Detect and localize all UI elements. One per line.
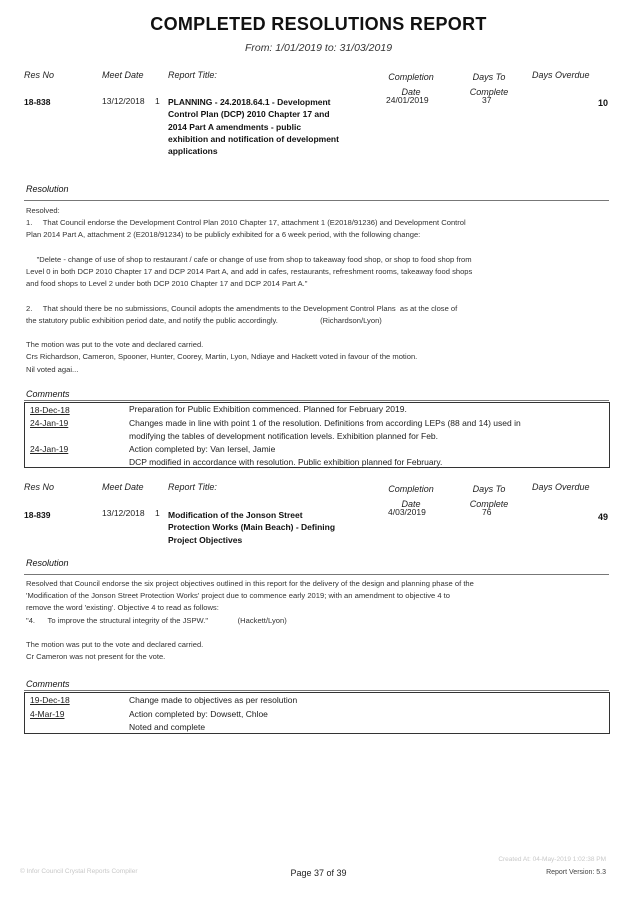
comment-date: 19-Dec-18 (30, 695, 70, 705)
comment-date: 24-Jan-19 (30, 418, 69, 428)
comment-text: Action completed by: Van Iersel, Jamie DCP modified in accordance with resolution. Public exhibition planned for February. (129, 444, 443, 467)
divider (24, 574, 609, 575)
col-header-meet-date: Meet Date (102, 482, 144, 492)
col-header-days-overdue: Days Overdue (532, 70, 590, 80)
completion-date: 4/03/2019 (388, 507, 426, 517)
completion-date: 24/01/2019 (386, 95, 429, 105)
col-header-completion-date: Completion Date (388, 72, 434, 97)
resolution-text: Resolved that Council endorse the six project objectives outlined in this report for the delivery of the design and planning phase of the 'Modification of the Jonson Street Protection Works' project due to commence early 2019; with an amendment to objective 4 to remove the word 'existing'. Objective 4 to read as follows: "4. To improve the structural integrity of the JSPW." (Hackett/Lyon) The motion was put to the vote and declared carried. Cr Cameron was not present for the vote. (26, 579, 474, 662)
comments-heading: Comments (26, 389, 70, 399)
col-header-days-to-complete: Days To Complete (469, 72, 509, 97)
item-number: 1 (155, 96, 160, 106)
comment-text: Changes made in line with point 1 of the resolution. Definitions from according LEPs (88 and 14) used in modifying the tables of development notification levels. Exhibition planned for Feb. (129, 418, 521, 441)
days-overdue: 49 (597, 512, 608, 522)
comments-heading: Comments (26, 679, 70, 689)
comment-date: 24-Jan-19 (30, 444, 69, 454)
comment-date: 18-Dec-18 (30, 405, 70, 415)
record-report-title: PLANNING - 24.2018.64.1 - Development Control Plan (DCP) 2010 Chapter 17 and 2014 Part A amendments - public exhibition and notification of development applications (168, 97, 339, 157)
resolution-text: Resolved: 1. That Council endorse the Development Control Plan 2010 Chapter 17, attachment 1 (E2018/91236) and Development Control Plan 2014 Part A, attachment 2 (E2018/91234) to be publicly exhibited for a 6 week period, with the following change: "Delete - change of use of shop to restaurant / cafe or change of use from shop to takeaway food shop, or shop to food shop from Level 0 in both DCP 2010 Chapter 17 and DCP 2014 Part A, and add in cafes, restaurants, refreshment rooms, takeaway food shops and food shops to Level 2 under both DCP 2010 Chapter 17 and DCP 2014 Part A." 2. That should there be no submissions, Council adopts the amendments to the Development Control Plans as at the close of the statutory public exhibition period date, and notify the public accordingly. (Richardson/Lyon) The motion was put to the vote and declared carried. Crs Richardson, Cameron, Spooner, Hunter, Coorey, Martin, Lyon, Ndiaye and Hackett voted in favour of the motion. Nil voted agai... (26, 206, 473, 374)
col-header-completion-date: Completion Date (388, 484, 434, 509)
col-header-res-no: Res No (24, 70, 55, 80)
col-header-meet-date: Meet Date (102, 70, 144, 80)
report-date-range: From: 1/01/2019 to: 31/03/2019 (244, 42, 393, 54)
record-report-title: Modification of the Jonson Street Protection Works (Main Beach) - Defining Project Objectives (168, 510, 336, 545)
days-to-complete: 76 (482, 507, 492, 517)
report-version: Report Version: 5.3 (546, 869, 606, 876)
comment-text: Action completed by: Dowsett, Chloe Noted and complete (129, 709, 268, 732)
comment-text: Change made to objectives as per resolution (129, 695, 298, 705)
report-title: COMPLETED RESOLUTIONS REPORT (150, 14, 487, 34)
meet-date: 13/12/2018 (102, 508, 145, 518)
resolution-heading: Resolution (26, 184, 69, 194)
comment-date: 4-Mar-19 (30, 709, 65, 719)
item-number: 1 (155, 508, 160, 518)
resolution-heading: Resolution (26, 558, 69, 568)
days-to-complete: 37 (482, 95, 492, 105)
divider (24, 400, 609, 401)
col-header-report-title: Report Title: (168, 70, 217, 80)
res-number: 18-839 (24, 510, 51, 520)
col-header-report-title: Report Title: (168, 482, 217, 492)
divider (24, 200, 609, 201)
page-number: Page 37 of 39 (290, 868, 347, 878)
divider (24, 690, 609, 691)
col-header-res-no: Res No (24, 482, 55, 492)
comment-text: Preparation for Public Exhibition commenced. Planned for February 2019. (129, 404, 407, 414)
meet-date: 13/12/2018 (102, 96, 145, 106)
days-overdue: 10 (597, 98, 608, 108)
footer-software-credit: © Infor Council Crystal Reports Compiler (20, 868, 138, 875)
col-header-days-to-complete: Days To Complete (469, 484, 509, 509)
col-header-days-overdue: Days Overdue (532, 482, 590, 492)
created-timestamp: Created At: 04-May-2019 1:02:38 PM (498, 856, 606, 863)
res-number: 18-838 (24, 97, 51, 107)
